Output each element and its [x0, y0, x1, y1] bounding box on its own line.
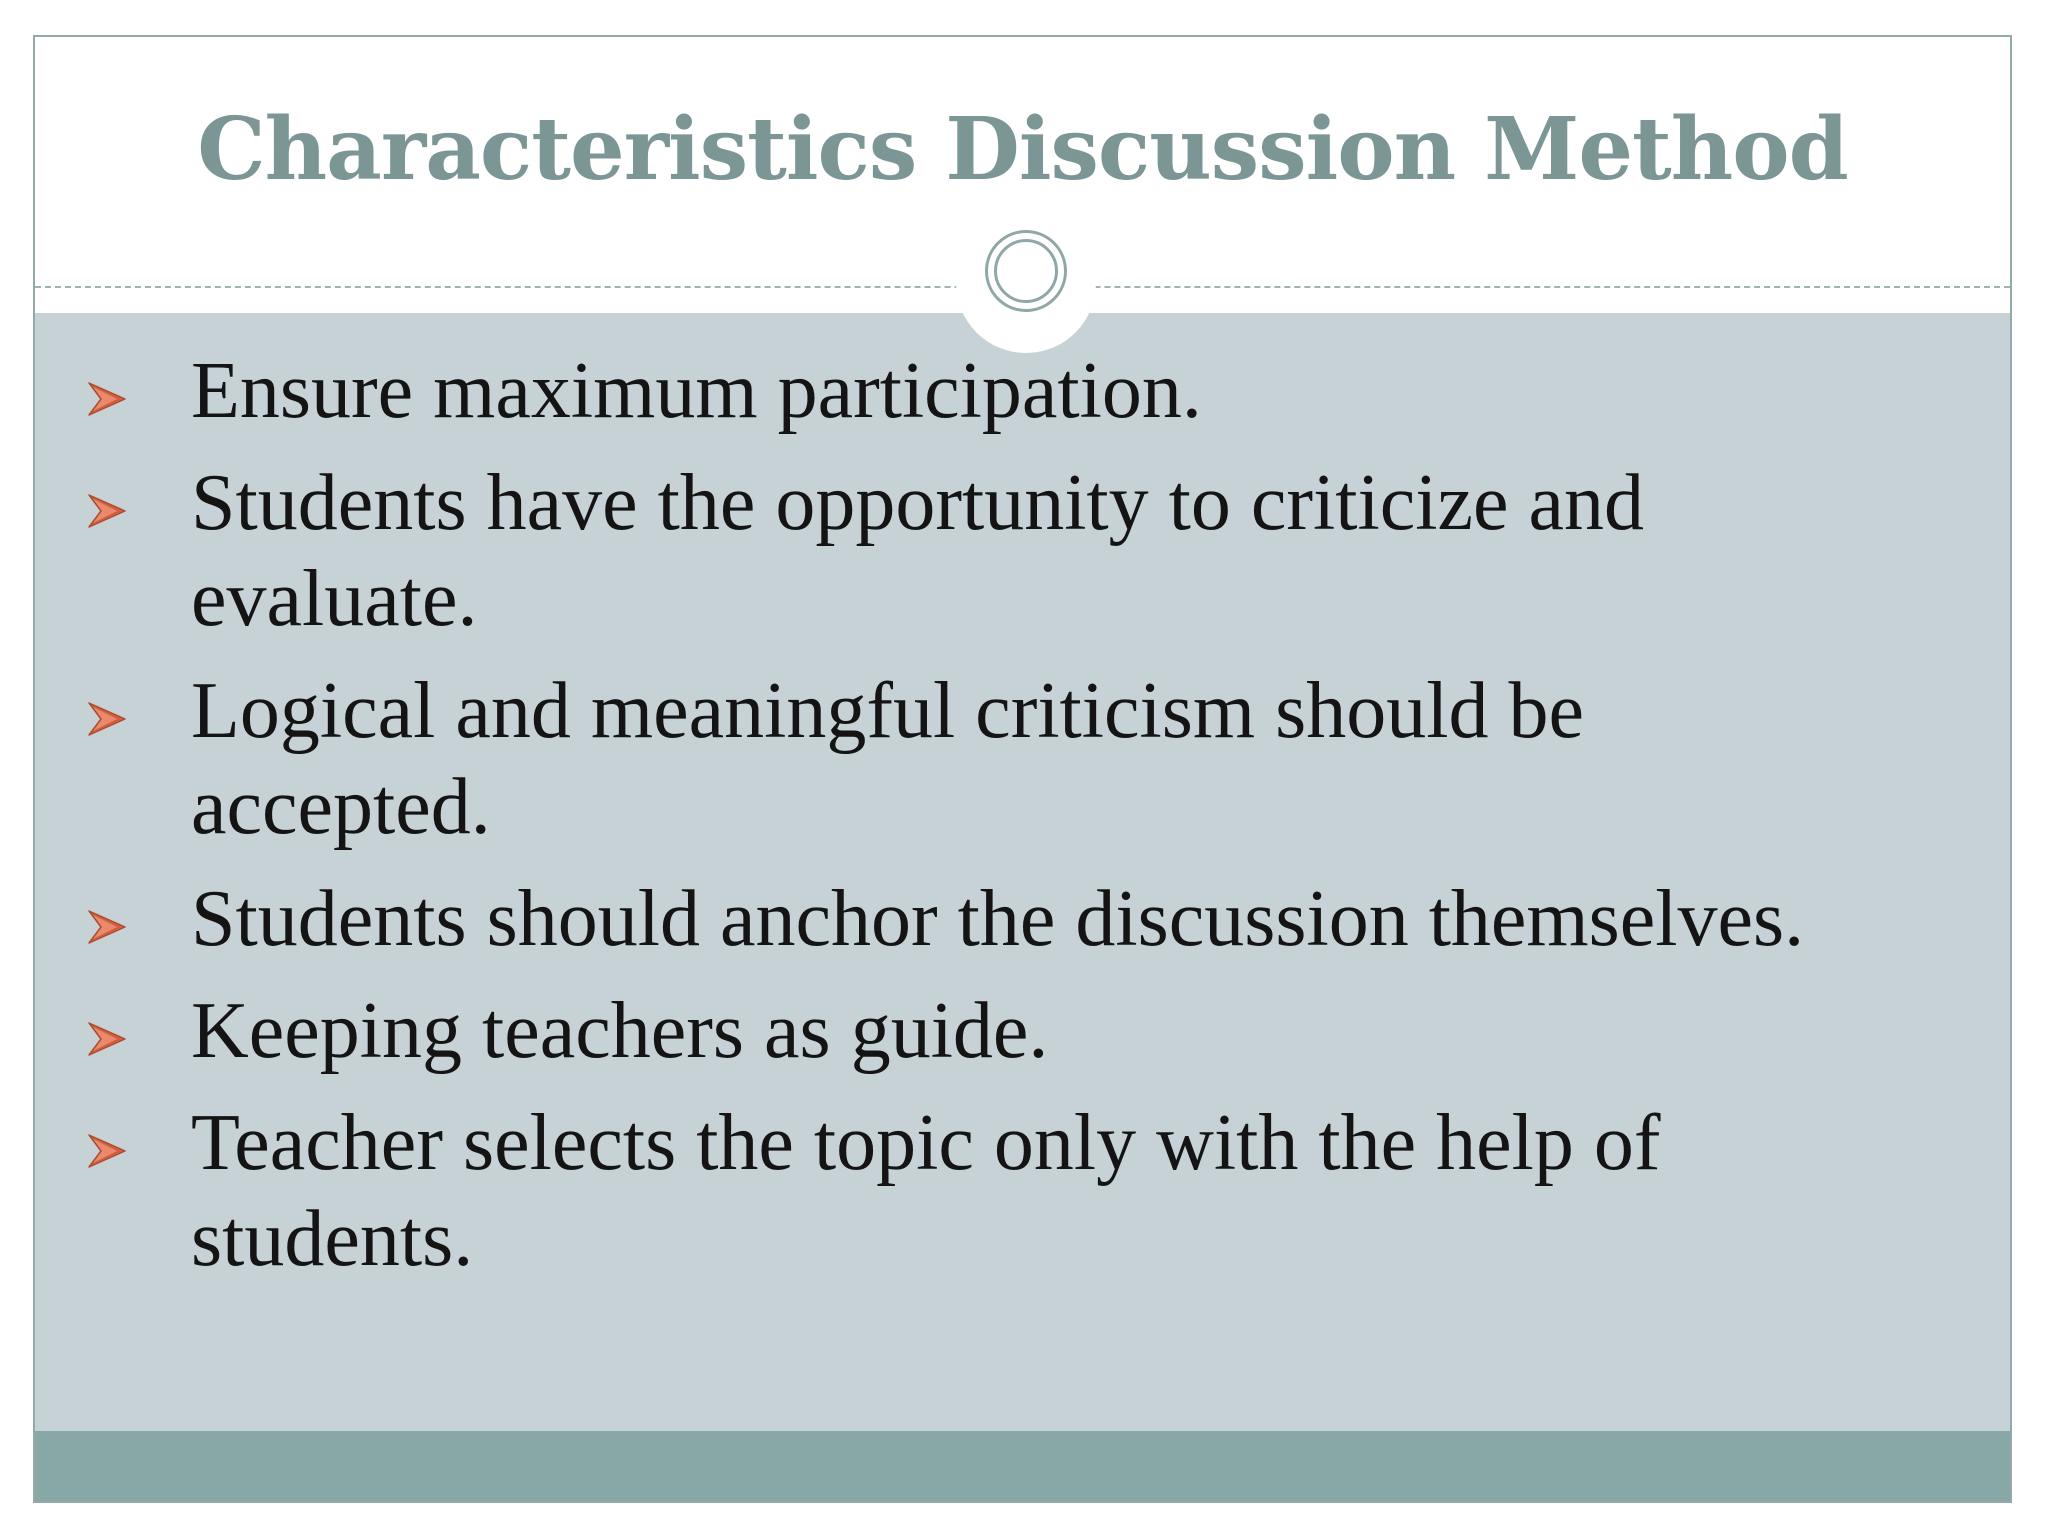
arrow-bullet-icon	[87, 701, 127, 737]
bullet-text: Logical and meaningful criticism should be accepted.	[191, 667, 1584, 851]
arrow-bullet-icon	[87, 1133, 127, 1169]
list-item	[35, 343, 1811, 439]
bullet-text: Students should anchor the discussion themselves.	[191, 875, 1805, 963]
bullet-text: Keeping teachers as guide.	[191, 987, 1049, 1075]
ring-ornament-icon	[956, 213, 1096, 353]
slide-title: Characteristics Discussion Method	[197, 99, 1848, 200]
footer-band	[35, 1431, 2010, 1503]
list-item	[35, 1095, 1811, 1287]
bullet-text: Ensure maximum participation.	[191, 347, 1202, 435]
list-item	[35, 663, 1811, 855]
list-item	[35, 983, 1811, 1079]
arrow-bullet-icon	[87, 909, 127, 945]
ring-outer	[985, 230, 1067, 312]
arrow-bullet-icon	[87, 381, 127, 417]
list-item	[35, 871, 1811, 967]
list-item	[35, 455, 1811, 647]
bullet-text: Students have the opportunity to criticize and evaluate.	[191, 459, 1644, 643]
bullet-list	[35, 343, 2010, 1303]
slide	[33, 35, 2012, 1503]
arrow-bullet-icon	[87, 493, 127, 529]
ring-inner	[994, 239, 1058, 303]
arrow-bullet-icon	[87, 1021, 127, 1057]
bullet-text: Teacher selects the topic only with the help of students.	[191, 1099, 1661, 1283]
